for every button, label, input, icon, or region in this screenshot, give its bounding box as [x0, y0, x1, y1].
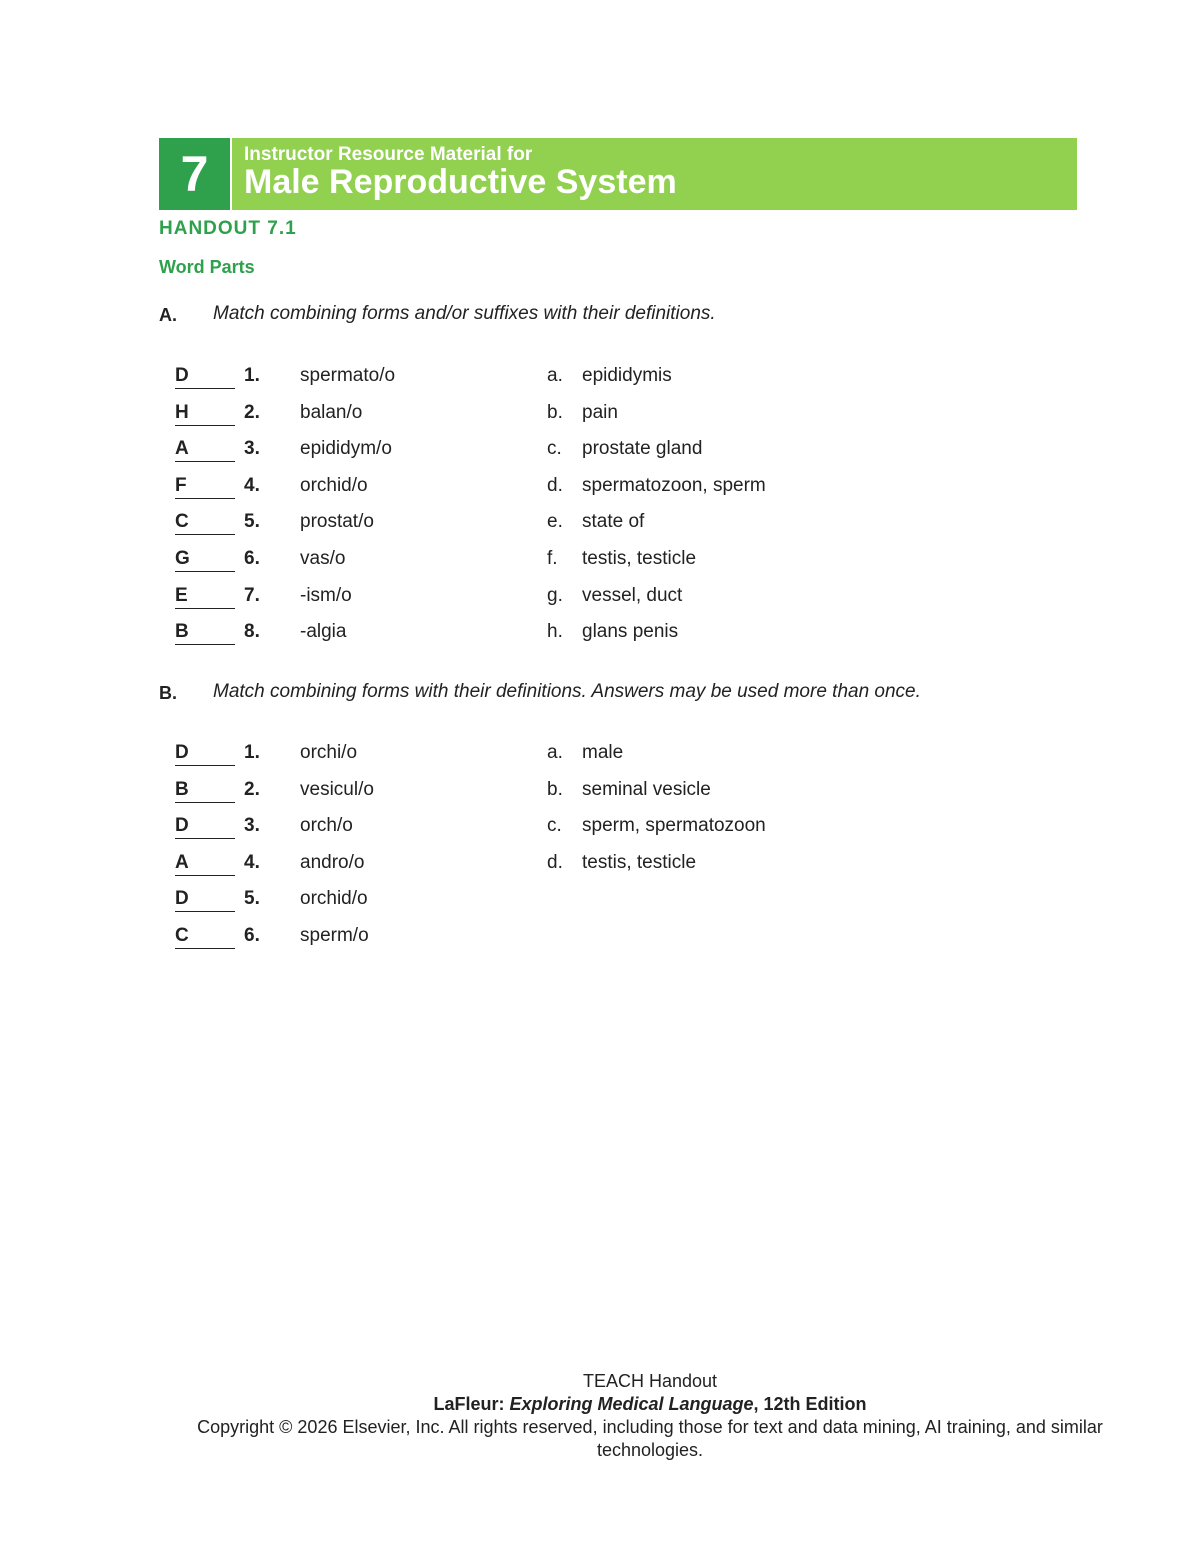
chapter-banner [159, 138, 1077, 210]
match-row [0, 510, 1200, 546]
item-number: 4. [244, 851, 260, 873]
item-term: spermato/o [300, 365, 396, 386]
item-number: 1. [244, 742, 260, 763]
item-term: sperm/o [300, 925, 369, 946]
definition-letter: d. [547, 474, 563, 496]
item-number: 4. [244, 474, 260, 496]
answer-blank[interactable]: D [175, 814, 235, 839]
item-term: orchid/o [300, 888, 368, 910]
definition-letter: f. [547, 548, 558, 569]
answer-blank[interactable]: F [175, 474, 235, 499]
match-row [0, 851, 1200, 887]
definition-text: pain [582, 401, 618, 423]
match-row [0, 924, 1200, 960]
handout-label: HANDOUT 7.1 [159, 218, 297, 239]
item-term: -ism/o [300, 584, 352, 606]
answer-blank[interactable]: B [175, 620, 235, 645]
item-term: orchid/o [300, 474, 368, 496]
answer-blank[interactable]: C [175, 924, 235, 949]
definition-letter: b. [547, 778, 563, 800]
definition-letter: a. [547, 365, 563, 386]
item-term: andro/o [300, 851, 365, 873]
banner-subtitle: Instructor Resource Material for [244, 144, 533, 165]
item-number: 5. [244, 888, 260, 910]
answer-blank[interactable]: H [175, 401, 235, 426]
match-row [0, 584, 1200, 620]
definition-letter: e. [547, 511, 563, 533]
footer-citation [150, 1393, 1150, 1416]
item-term: prostat/o [300, 511, 374, 533]
definition-text: glans penis [582, 621, 679, 643]
answer-blank[interactable]: A [175, 437, 235, 462]
banner-title: Male Reproductive System [244, 163, 677, 201]
definition-text: spermatozoon, sperm [582, 474, 766, 496]
definition-text: male [582, 742, 624, 763]
answer-blank[interactable]: E [175, 584, 235, 609]
definition-letter: g. [547, 584, 563, 606]
item-number: 5. [244, 511, 260, 533]
match-row [0, 741, 1200, 777]
definition-text: testis, testicle [582, 851, 697, 873]
item-term: vesicul/o [300, 778, 374, 800]
answer-blank[interactable]: G [175, 547, 235, 572]
match-row [0, 474, 1200, 510]
definition-letter: h. [547, 621, 563, 643]
chapter-number: 7 [159, 138, 230, 210]
definition-text: state of [582, 511, 645, 533]
definition-text: prostate gland [582, 438, 703, 460]
item-number: 2. [244, 778, 260, 800]
section-title: Word Parts [159, 257, 255, 277]
match-row [0, 547, 1200, 583]
item-number: 6. [244, 548, 260, 569]
item-number: 6. [244, 925, 260, 946]
item-term: orchi/o [300, 742, 358, 763]
definition-text: vessel, duct [582, 584, 683, 606]
answer-blank[interactable]: A [175, 851, 235, 876]
section-b-instruction: Match combining forms with their definitions. Answers may be used more than once. [213, 681, 921, 702]
footer-title: TEACH Handout [582, 1371, 718, 1391]
item-term: epididym/o [300, 438, 392, 460]
match-row [0, 814, 1200, 850]
answer-blank[interactable]: B [175, 778, 235, 803]
item-term: balan/o [300, 401, 363, 423]
footer-author: LaFleur: [433, 1394, 510, 1414]
footer-copyright: Copyright © 2026 Elsevier, Inc. All rights reserved, including those for text and data mining, AI training, and similar technologies. [197, 1417, 1103, 1460]
definition-letter: c. [547, 438, 562, 460]
item-term: -algia [300, 621, 347, 643]
answer-blank[interactable]: D [175, 887, 235, 912]
definition-text: testis, testicle [582, 548, 697, 569]
definition-text: epididymis [582, 365, 672, 386]
item-term: orch/o [300, 815, 353, 837]
section-a-instruction: Match combining forms and/or suffixes with their definitions. [213, 303, 716, 324]
definition-letter: b. [547, 401, 563, 423]
match-row [0, 437, 1200, 473]
answer-blank[interactable]: D [175, 364, 235, 389]
match-row [0, 887, 1200, 923]
item-number: 3. [244, 815, 260, 837]
item-number: 8. [244, 621, 260, 643]
page-footer [150, 1370, 1150, 1462]
definition-letter: d. [547, 851, 563, 873]
answer-blank[interactable]: D [175, 741, 235, 766]
definition-letter: a. [547, 742, 563, 763]
definition-letter: c. [547, 815, 562, 837]
match-row [0, 778, 1200, 814]
item-number: 2. [244, 401, 260, 423]
section-a-letter: A. [159, 305, 177, 325]
section-b-letter: B. [159, 683, 177, 703]
definition-text: sperm, spermatozoon [582, 815, 766, 837]
match-row [0, 401, 1200, 437]
footer-book-title: Exploring Medical Language [509, 1394, 754, 1414]
item-number: 3. [244, 438, 260, 460]
definition-text: seminal vesicle [582, 778, 711, 800]
answer-blank[interactable]: C [175, 510, 235, 535]
item-term: vas/o [300, 548, 346, 569]
item-number: 7. [244, 584, 260, 606]
banner-divider [230, 138, 232, 210]
item-number: 1. [244, 365, 260, 386]
footer-edition: , 12th Edition [753, 1394, 867, 1414]
match-row [0, 620, 1200, 656]
match-row [0, 364, 1200, 400]
